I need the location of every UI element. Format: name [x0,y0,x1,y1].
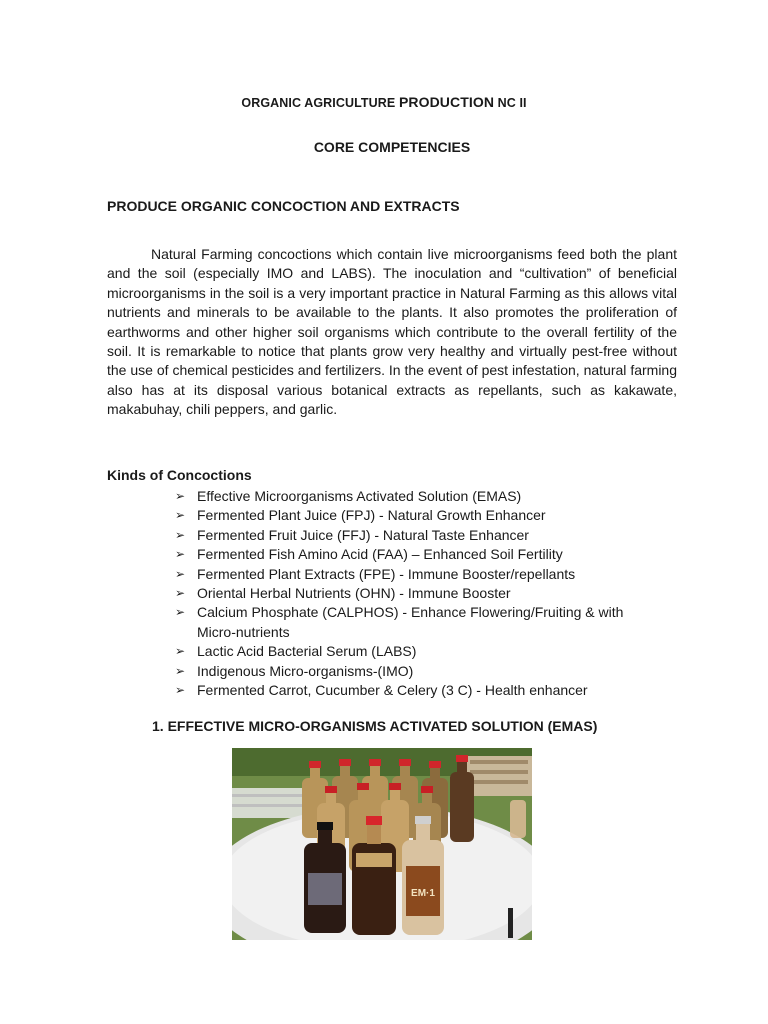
arrow-bullet-icon: ➢ [175,663,186,678]
arrow-bullet-icon: ➢ [175,527,186,542]
list-item-text: Indigenous Micro-organisms-(IMO) [197,662,414,679]
list-item-text: Effective Microorganisms Activated Solution (EMAS) [197,488,522,504]
list-item [175,603,665,642]
list-item [175,506,665,525]
emas-subheading: 1. EFFECTIVE MICRO-ORGANISMS ACTIVATED SOLUTION (EMAS) [152,718,598,734]
list-item [175,584,665,603]
list-item [175,526,665,545]
intro-paragraph: Natural Farming concoctions which contain live microorganisms feed both the plant and the soil (especially IMO and LABS). The inoculation and “cultivation” of beneficial microorganisms in the soil is a very important practice in Natural Farming as this allows vital nutrients and minerals to be available to the plants. It also promotes the proliferation of earthworms and other higher soil organisms which contribute to the overall fertility of the soil. It is remarkable to notice that plants grow very healthy and virtually pest-free without the use of chemical pesticides and fertilizers. In the event of pest infestation, natural farming also has at its disposal various botanical extracts as repellants, such as kakawate, makabuhay, chili peppers, and garlic. [107,246,677,418]
list-item-text: Fermented Fish Amino Acid (FAA) – Enhanced Soil Fertility [197,546,563,563]
arrow-bullet-icon: ➢ [175,547,186,562]
core-competencies-heading: CORE COMPETENCIES [313,139,471,155]
list-item [175,565,665,584]
list-item-text: Calcium Phosphate (CALPHOS) - Enhance Flowering/Fruiting & with Micro-nutrients [197,604,624,640]
list-item-text: Fermented Carrot, Cucumber & Celery (3 C) - Health enhancer [197,682,588,699]
arrow-bullet-icon: ➢ [175,586,186,601]
list-item [175,642,665,661]
list-item-text: Fermented Plant Juice (FPJ) - Natural Growth Enhancer [197,507,546,524]
arrow-bullet-icon: ➢ [175,566,186,581]
kinds-heading: Kinds of Concoctions [107,467,252,483]
arrow-bullet-icon: ➢ [175,644,186,659]
title-part-1: ORGANIC AGRICULTURE [241,96,399,110]
list-item-text: Fermented Plant Extracts (FPE) - Immune Booster/repellants [197,565,576,582]
title-part-2: PRODUCTION [398,94,495,110]
arrow-bullet-icon: ➢ [175,489,186,503]
list-item-text: Fermented Fruit Juice (FFJ) - Natural Taste Enhancer [197,526,529,543]
list-item [175,681,665,700]
list-item-text: Oriental Herbal Nutrients (OHN) - Immune Booster [197,585,511,602]
bottle-label: EM·1 [411,888,435,899]
list-item [175,662,665,681]
title-part-3: NC II [494,96,527,110]
arrow-bullet-icon: ➢ [175,683,186,698]
arrow-bullet-icon: ➢ [175,605,186,620]
emas-bottles-photo [232,748,532,940]
kinds-list [175,487,665,700]
list-item [175,545,665,564]
list-item [175,487,665,506]
arrow-bullet-icon: ➢ [175,508,186,523]
section-heading: PRODUCE ORGANIC CONCOCTION AND EXTRACTS [107,198,460,214]
bottles-illustration [232,748,532,940]
document-title [0,94,768,110]
list-item-text: Lactic Acid Bacterial Serum (LABS) [197,643,417,660]
